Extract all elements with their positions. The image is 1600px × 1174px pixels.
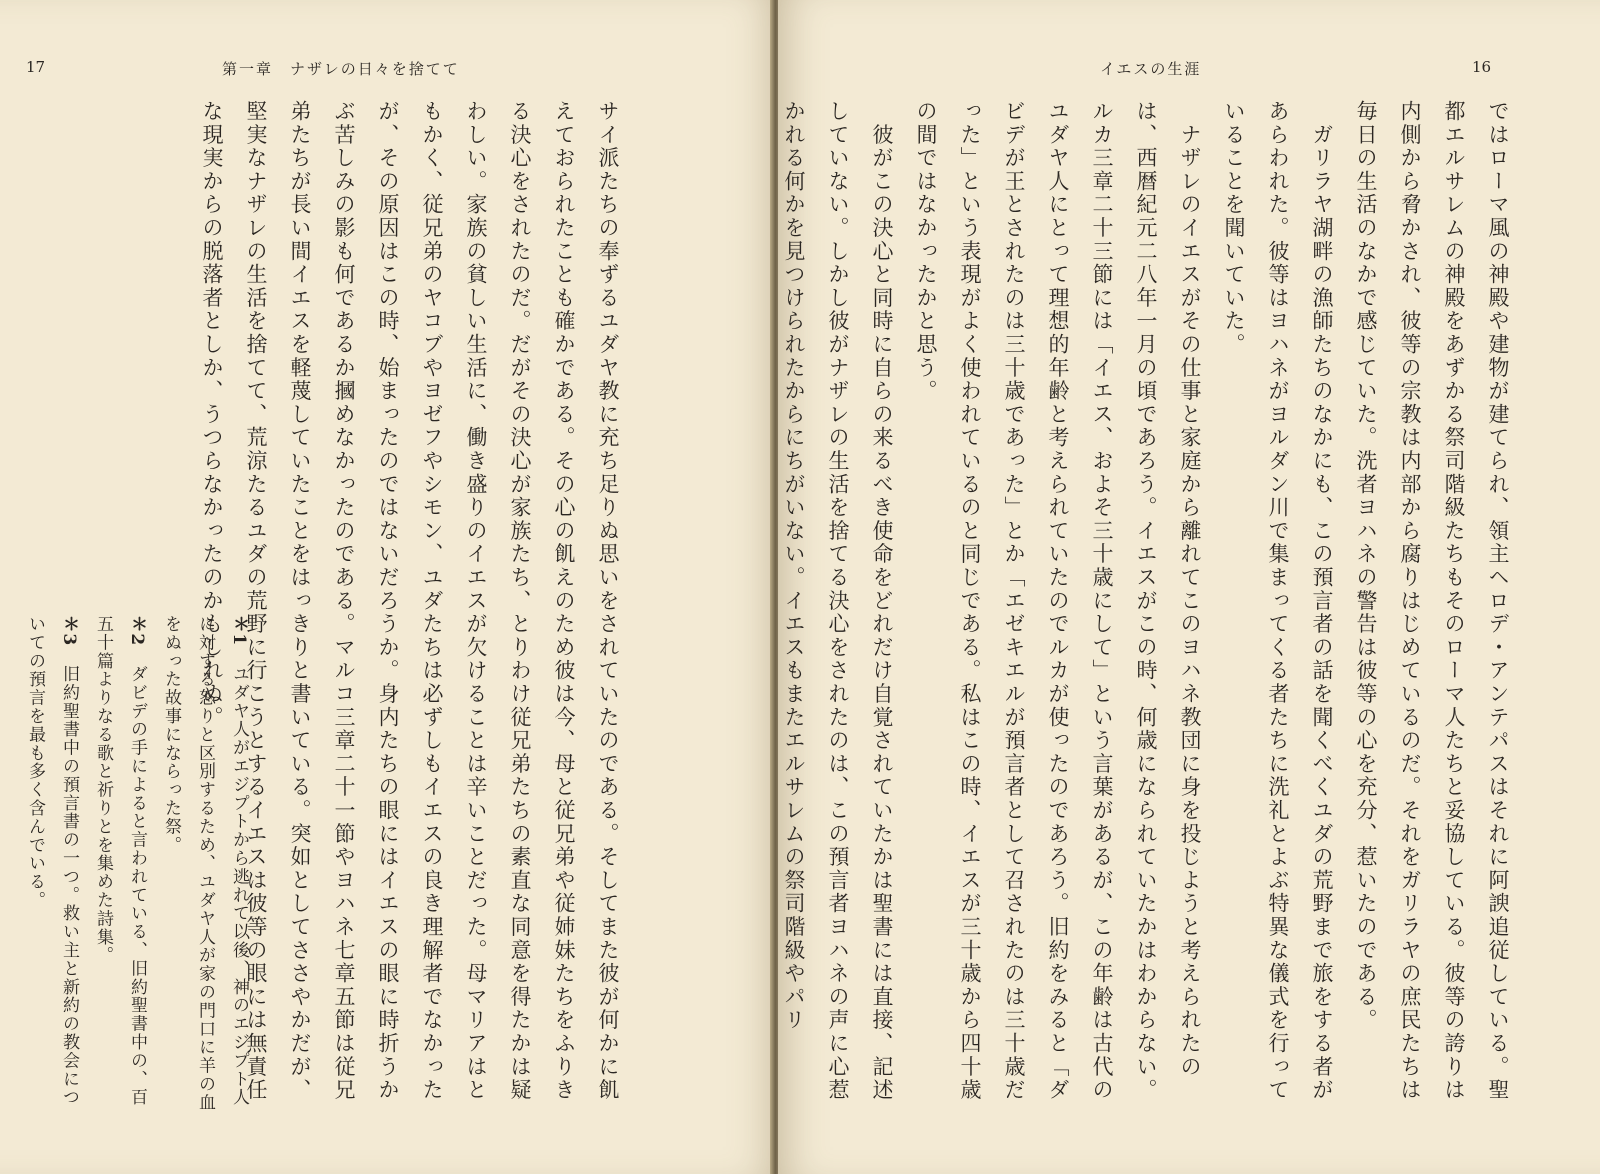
paragraph: ナザレのイエスがその仕事と家庭から離れてこのヨハネ教団に身を投じようと考えられたのは、西暦紀元二八年一月の頃であろう。イエスがこの時、何歳になられていたかはわからない。ルカ三章二十三節には「イエス、およそ三十歳にして」という言葉があるが、この年齢は古代のユダヤ人にとって理想的年齢と考えられていたのでルカが使ったのであろう。旧約をみると「ダビデが王とされたのは三十歳であった」とか「エゼキエルが預言者として召されたのは三十歳だった」という表現がよく使われているのと同じである。私はこの時、イエスが三十歳から四十歳の間ではなかったかと思う。 bbox=[914, 100, 1202, 1102]
footnotes bbox=[25, 615, 256, 1115]
running-head: イエスの生涯 bbox=[1100, 60, 1202, 78]
footnote-text: ダビデの手によると言われている、旧約聖書中の、百五十篇よりなる歌と祈りとを集めた詩集。 bbox=[93, 615, 147, 1107]
page-number: 17 bbox=[26, 58, 46, 76]
left-page bbox=[0, 0, 778, 1174]
paragraph: ではローマ風の神殿や建物が建てられ、領主ヘロデ・アンテパスはそれに阿諛追従している。聖都エルサレムの神殿をあずかる祭司階級たちもそのローマ人たちと妥協している。彼等の誇りは内側から脅かされ、彼等の宗教は内部から腐りはじめているのだ。それをガリラヤの庶民たちは毎日の生活のなかで感じていた。洗者ヨハネの警告は彼等の心を充分、惹いたのである。 bbox=[1354, 100, 1510, 1102]
footnote bbox=[86, 615, 154, 1115]
paragraph: 彼がこの決心と同時に自らの来るべき使命をどれだけ自覚されていたかは聖書には直接、記述していない。しかし彼がナザレの生活を捨てる決心をされたのは、この預言者ヨハネの声に心惹かれる何かを見つけられたからにちがいない。イエスもまたエルサレムの祭司階級やパリ bbox=[782, 100, 894, 1102]
paragraph: ガリラヤ湖畔の漁師たちのなかにも、この預言者の話を聞くべくユダの荒野まで旅をする者があらわれた。彼等はヨハネがヨルダン川で集まってくる者たちに洗礼とよぶ特異な儀式を行っていることを聞いていた。 bbox=[1222, 100, 1334, 1102]
footnote bbox=[154, 615, 256, 1115]
footnote-mark: ＊3 bbox=[59, 615, 79, 647]
page-number: 16 bbox=[1472, 58, 1492, 76]
running-head: 第一章 ナザレの日々を捨てて bbox=[222, 60, 460, 78]
right-page bbox=[778, 0, 1600, 1174]
body-text bbox=[782, 100, 1520, 1110]
paragraph: サイ派たちの奉ずるユダヤ教に充ち足りぬ思いをされていたのである。そしてまた彼が何かに飢えておられたことも確かである。その心の飢えのため彼は今、母と従兄弟や従姉妹たちをふりきる決心をされたのだ。だがその決心が家族たち、とりわけ従兄弟たちの素直な同意を得たかは疑わしい。家族の貧しい生活に、働き盛りのイエスが欠けることは辛いことだった。母マリアはともかく、従兄弟のヤコブやヨゼフやシモン、ユダたちは必ずしもイエスの良き理解者でなかったが、その原因はこの時、始まったのではないだろうか。身内たちの眼にはイエスの眼に時折うかぶ苦しみの影も何であるか摑めなかったのである。マルコ三章二十一節やヨハネ七章五節は従兄弟たちが長い間イエスを軽蔑していたことをはっきりと書いている。突如としてささやかだが、堅実なナザレの生活を捨てて、荒涼たるユダの荒野に行こうとするイエスは彼等の眼には無責任な現実からの脱落者としか、うつらなかったのかもしれぬ。 bbox=[200, 100, 620, 1102]
footnote-mark: ＊1 bbox=[229, 615, 249, 647]
footnote bbox=[18, 615, 86, 1115]
footnote-mark: ＊2 bbox=[127, 615, 147, 647]
footnote-text: 旧約聖書中の預言書の一つ。救い主と新約の教会についての預言を最も多く含んでいる。 bbox=[25, 615, 79, 1107]
footnote-text: ユダヤ人がエジプトから逃れて以後、神のエジプト人に対する怒りと区別するため、ユダヤ人が家の門口に羊の血をぬった故事にならった祭。 bbox=[161, 615, 249, 1112]
